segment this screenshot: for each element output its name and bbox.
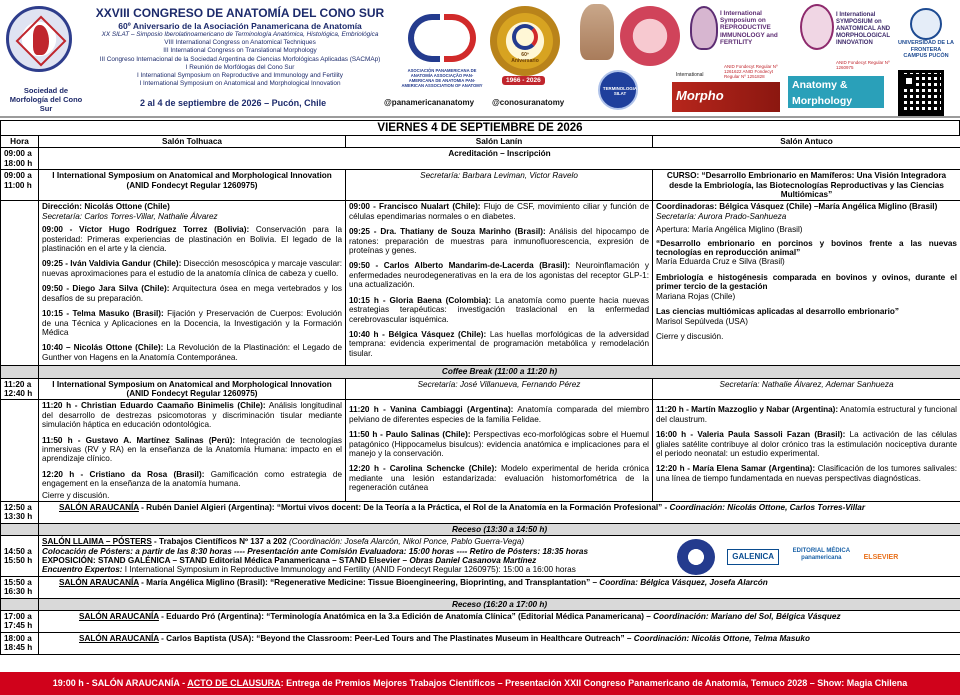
table-row xyxy=(1,576,960,598)
ufro-logo xyxy=(896,8,956,68)
table-row xyxy=(1,201,960,366)
plenary-session: SALÓN ARAUCANÍA - Rubén Daniel Algieri (Argentina): “Mortui vivos docent: De la Teoría a la Práctica, el Rol de la Anatomía en la Formación Profesional” - Coordinación: Nicolás Ottone, Carlos Torres-Villar xyxy=(39,502,960,524)
header-row xyxy=(1,136,960,148)
table-row xyxy=(1,502,960,524)
fertility-icon xyxy=(690,6,718,50)
talk: 10:40 – Nicolás Ottone (Chile): La Revolución de la Plastinación: el Legado de Gunther von Hagens en la Anatomía Contemporánea. xyxy=(42,343,342,362)
secretaria-lanin: Secretaría: José Villanueva, Fernando Pérez xyxy=(346,378,653,400)
tolhuaca-session xyxy=(39,400,346,502)
anat-morph-line: Morphology xyxy=(792,95,853,107)
coordinators: Coordinadoras: Bélgica Vásquez (Chile) –María Angélica Miglino (Brasil) xyxy=(656,202,938,212)
anatomy-figure-icon xyxy=(580,4,614,64)
program-table xyxy=(0,120,960,655)
talk: 11:50 h - Gustavo A. Martínez Salinas (Perú): Integración de tecnologías inmersivas (RV y RA) en la enseñanza de la Anatomía Humana: impacto en el aprendizaje clínico. xyxy=(42,435,342,464)
talk: 12:20 h - Carolina Schencke (Chile): Modelo experimental de herida crónica mediante una lesión estandarizada: evaluación histomorfométrica de la regeneración cutánea xyxy=(349,464,649,493)
apa-logo xyxy=(398,8,486,96)
time-slot: 18:00 a 18:45 h xyxy=(1,632,39,654)
talk: 11:20 h - Vanina Cambiaggi (Argentina): Anatomía comparada del miembro pelviano de diferentes especies de la familia Felidae. xyxy=(349,405,649,424)
antuco-session xyxy=(653,400,960,502)
coordination: Coordina: Bélgica Vásquez, Josefa Alarcón xyxy=(599,577,768,587)
sponsor-logos xyxy=(677,539,952,579)
anatomy-morphology-journal-logo xyxy=(788,76,884,108)
room-name: SALÓN LLAIMA – PÓSTERS xyxy=(42,537,152,547)
talk: 09:00 - Francisco Nualart (Chile): Flujo de CSF, movimiento ciliar y función de células ependimarias normales o en diabetes. xyxy=(349,202,649,221)
header-banner xyxy=(0,0,960,118)
secretaria-antuco: Secretaría: Nathalie Álvarez, Ademar Sanhueza xyxy=(653,378,960,400)
date-location: 2 al 4 de septiembre de 2026 – Pucón, Chile xyxy=(140,98,327,108)
coordination: Coordinación: Nicolás Ottone, Telma Masuko xyxy=(633,633,810,643)
room-tolhuaca: Salón Tolhuaca xyxy=(39,136,346,148)
coordination: Coordinación: Nicolás Ottone, Carlos Torres-Villar xyxy=(669,503,866,512)
recess: Receso (13:30 a 14:50 h) xyxy=(39,523,960,535)
day-title: VIERNES 4 DE SEPTIEMBRE DE 2026 xyxy=(0,120,960,135)
plenary-session: SALÓN ARAUCANÍA - Eduardo Pró (Argentina): “Terminología Anatómica en la 3.a Edición de Anatomía Clínica” (Editorial Médica Panamericana) – Coordinación: Mariano del Sol, Bélgica Vásquez xyxy=(39,611,960,633)
time-slot: 15:50 a 16:30 h xyxy=(1,576,39,598)
table-row xyxy=(1,536,960,577)
table-row xyxy=(1,400,960,502)
talk: 11:20 h - Martín Mazzoglio y Nabar (Argentina): Anatomía estructural y funcional del claustrum. xyxy=(656,405,957,424)
course-item: Las ciencias multiómicas aplicadas al desarrollo embrionario” Marisol Sepúlveda (USA) xyxy=(656,307,899,326)
talk: 11:50 h - Paulo Salinas (Chile): Perspectivas eco-morfológicas sobre el Huemul patagónico (Hippocamelus bisulcus): evidencia anatómica e implicaciones para el manejo y la conservación. xyxy=(349,430,649,458)
footer-detail: : Entrega de Premios Mejores Trabajos Científicos – Presentación XXII Congreso Panamericano de Anatomía, Temuco 2028 – Show: Magia Chilena xyxy=(280,678,908,688)
tolhuaca-session xyxy=(39,201,346,366)
elsevier-logo: ELSEVIER xyxy=(863,554,899,562)
plenary-session: SALÓN ARAUCANÍA - María Angélica Miglino (Brasil): “Regenerative Medicine: Tissue Bioengineering, Bioprinting, and Transplantation” – Coordina: Bélgica Vásquez, Josefa Alarcón xyxy=(39,576,960,598)
talk: 12:20 h - María Elena Samar (Argentina): Clasificación de los tumores salivales: una línea de tiempo fundamentada en nuevas perspectivas diagnósticas. xyxy=(656,464,958,483)
congress-titles xyxy=(90,6,390,88)
table-row xyxy=(1,378,960,400)
poster-schedule: Colocación de Pósters: a partir de las 8:30 horas ---- Presentación ante Comisión Evaluadora: 15:00 horas ---- Retiro de Pósters: 18:35 horas xyxy=(42,546,588,556)
coffee-break: Coffee Break (11:00 a 11:20 h) xyxy=(39,366,960,378)
anat-morph-line: Anatomy & xyxy=(792,79,848,91)
room-name: SALÓN ARAUCANÍA xyxy=(59,577,139,587)
table-row xyxy=(1,523,960,535)
morpho-pre: International xyxy=(676,72,704,78)
talk: 11:20 h - Christian Eduardo Caamaño Binimelis (Chile): Análisis longitudinal del desarrollo de destrezas psicomotoras y discriminación tisular mediante simulación háptica en educación odontológica. xyxy=(42,401,342,430)
fertility-title: I International Symposium on REPRODUCTIVE IMMUNOLOGY and FERTILITY xyxy=(720,10,778,46)
anniversary-text: 60º Aniversario xyxy=(511,52,539,64)
table-row xyxy=(1,611,960,633)
seal-icon xyxy=(6,6,72,72)
coordination: (Coordinación: Josefa Alarcón, Nikol Ponce, Pablo Guerra-Vega) xyxy=(289,537,525,547)
silat-logo xyxy=(598,70,638,110)
poster-session: SALÓN LLAIMA – PÓSTERS - Trabajos Científicos Nº 137 a 202 (Coordinación: Josefa Alarcón, Nikol Ponce, Pablo Guerra-Vega) Colocación de Pósters: a partir de las 8:30 horas ---- Presentación ante Comisión Evaluadora: 15:00 horas ---- Retiro de Pósters: 18:35 horas EXPOSICIÓN: STAND GALÉNICA – STAND Editorial Médica Panamericana – STAND Elsevier – Obras Daniel Casanova Martínez Encuentro Expertos: I International Symposium in Reproductive Immunology and Fertility (ANID Fondecyt Regular 1260975): 15:00 a 16:00 horas GALENICA EDITORIAL MÉDICA panamericana ELSEVIER xyxy=(39,536,960,577)
qr-code-icon[interactable] xyxy=(898,70,944,116)
congress-line: I International Symposium on Anatomical and Morphological Innovation xyxy=(139,80,341,88)
anniversary-seal-icon xyxy=(490,6,560,76)
apa-caption: ASOCIACIÓN PANAMERICANA DE ANATOMÍA ASSOCIAÇÃO PAN-AMERICANA DE ANATOMIA PAN-AMERICAN ASSOCIATION OF ANATOMY xyxy=(401,68,483,88)
ufro-name: UNIVERSIDAD DE LA FRONTERA xyxy=(898,40,954,53)
time-slot: 17:00 a 17:45 h xyxy=(1,611,39,633)
talk: 09:50 - Carlos Alberto Mandarim-de-Lacerda (Brasil): Neuroinflamación y enfermedades neurodegenerativas en la era de los agonistas del receptor GLP-1: una actualización. xyxy=(349,261,649,290)
talk: 09:25 - Iván Valdivia Gandur (Chile): Disección mesoscópica y marcaje vascular: nuevas aproximaciones para el estudio de la anatomía clínica de cabeza y cuello. xyxy=(42,259,343,278)
footer-time: 19:00 h - SALÓN ARAUCANÍA - xyxy=(52,678,188,688)
lanin-session xyxy=(346,201,653,366)
table-row xyxy=(1,148,960,170)
congress-line: I International Symposium on Reproductive and Immunology and Fertility xyxy=(136,72,344,80)
congress-line: III Congreso Internacional de la Sociedad Argentina de Ciencias Morfológicas Aplicadas (SACMAp) xyxy=(99,55,381,63)
closing-ceremony-banner xyxy=(0,672,960,695)
handle-apa[interactable]: @panamericananatomy xyxy=(384,98,475,107)
course-item: “Desarrollo embrionario en porcinos y bovinos frente a las nuevas tecnologías en reproducción animal” María Eduarda Cruz e Silva (Brasil) xyxy=(656,238,957,267)
ufro-campus: CAMPUS PUCÓN xyxy=(903,53,949,59)
xxii-congress-icon xyxy=(677,539,715,575)
table-row xyxy=(1,598,960,610)
congress-line: III International Congress on Translational Morphology xyxy=(163,47,317,55)
table-row xyxy=(1,170,960,201)
sociedad-morfologia-logo xyxy=(6,6,83,113)
room-name: SALÓN ARAUCANÍA xyxy=(79,633,159,643)
talk: 10:15 h - Gloria Baena (Colombia): La anatomía como puente hacia nuevas estrategias terapéuticas: investigación traslacional en la enfermedad cerebrovascular isquémica. xyxy=(349,295,649,324)
experts-text: I International Symposium in Reproductive Immunology and Fertility (ANID Fondecyt Regular 1260975): 15:00 a 16:00 horas xyxy=(122,565,576,575)
congress-subtitle: 60º Aniversario de la Asociación Panamericana de Anatomía xyxy=(118,21,362,31)
antuco-session xyxy=(653,201,960,366)
talk: 10:40 h - Bélgica Vásquez (Chile): Las huellas morfológicas de la adversidad temprana: evidencia experimental de programación metabólica y remodelación tisular. xyxy=(349,329,649,358)
plenary-session: SALÓN ARAUCANÍA - Carlos Baptista (USA): “Beyond the Classroom: Peer-Led Tours and The Plastinates Museum in Healthcare Outreach” – Coordinación: Nicolás Ottone, Telma Masuko xyxy=(39,632,960,654)
room-name: SALÓN ARAUCANÍA xyxy=(79,612,159,622)
coordination: Coordinación: Mariano del Sol, Bélgica Vásquez xyxy=(653,612,841,622)
exhibition: EXPOSICIÓN: STAND GALÉNICA – STAND Editorial Médica Panamericana – STAND Elsevier – xyxy=(42,556,410,566)
opening: Apertura: María Angélica Miglino (Brasil) xyxy=(656,225,803,235)
congress-line: VIII International Congress on Anatomical Techniques xyxy=(164,39,316,47)
footer-event: ACTO DE CLAUSURA xyxy=(187,678,281,688)
schedule-grid xyxy=(0,135,960,655)
innovation-anid: ANID Fondecyt Regular Nº 1260975 xyxy=(836,60,890,70)
secretaria-lanin: Secretaría: Barbara Leviman, Victor Ravelo xyxy=(346,170,653,201)
panamericana-logo: EDITORIAL MÉDICA panamericana xyxy=(792,548,851,562)
closing: Cierre y discusión. xyxy=(656,331,724,341)
fertility-anid: ANID Fondecyt Regular Nº 1261622 ANID Fondecyt Regular Nº 1251828 xyxy=(724,64,778,80)
ufro-seal-icon xyxy=(910,8,942,40)
anniversary-years: 1966 - 2026 xyxy=(502,76,545,85)
secretaria: Secretaría: Aurora Prado-Sanhueza xyxy=(656,211,787,221)
fertility-symposium-logo xyxy=(690,6,780,80)
symposium-title: I International Symposium on Anatomical and Morphological Innovation (ANID Fondecyt Regular 1260975) xyxy=(39,378,346,400)
secretaria: Secretaría: Carlos Torres-Villar, Nathalie Álvarez xyxy=(42,211,218,221)
time-slot: 11:20 a 12:40 h xyxy=(1,378,39,400)
congress-line: I Reunión de Morfólogas del Cono Sur xyxy=(185,63,295,71)
apa-mark-icon xyxy=(398,8,486,68)
innovation-symposium-logo xyxy=(800,4,896,74)
morfologas-logo xyxy=(620,6,680,66)
accreditation: Acreditación – Inscripción xyxy=(39,148,960,170)
time-slot: 12:50 a 13:30 h xyxy=(1,502,39,524)
course-item: Embriología e histogénesis comparada en bovinos y ovinos, durante el primer tercio de la gestación Mariana Rojas (Chile) xyxy=(656,272,957,301)
time-slot: 14:50 a 15:50 h xyxy=(1,536,39,577)
recess: Receso (16:20 a 17:00 h) xyxy=(39,598,960,610)
handle-cono[interactable]: @conosuranatomy xyxy=(492,98,565,107)
morpho-text: Morpho xyxy=(676,88,724,103)
course-title: CURSO: “Desarrollo Embrionario en Mamíferos: Una Visión Integradora desde la Embriología, las Biotecnologías Reproductivas y las Ciencias Multiómicas” xyxy=(653,170,960,201)
room-antuco: Salón Antuco xyxy=(653,136,960,148)
logo-caption: Sociedad de Morfología del Cono Sur xyxy=(9,86,83,113)
talk: 12:20 h - Cristiano da Rosa (Brasil): Gamificación como estrategia de engagement en la enseñanza de la anatomía humana. xyxy=(42,469,342,489)
direction: Dirección: Nicolás Ottone (Chile) xyxy=(42,202,170,212)
room-lanin: Salón Lanín xyxy=(346,136,653,148)
time-slot: 09:00 a 18:00 h xyxy=(1,148,39,170)
innovation-title: I International SYMPOSIUM on ANATOMICAL AND MORPHOLOGICAL INNOVATION xyxy=(836,12,891,46)
table-row xyxy=(1,366,960,378)
exhibition-works: Obras Daniel Casanova Martínez xyxy=(409,556,537,566)
anniversary-logo xyxy=(490,6,560,92)
table-row xyxy=(1,632,960,654)
col-hora: Hora xyxy=(1,136,39,148)
experts-label: Encuentro Expertos: xyxy=(42,565,123,575)
innovation-icon xyxy=(800,4,834,50)
congress-title: XXVIII CONGRESO DE ANATOMÍA DEL CONO SUR xyxy=(95,6,385,20)
talk: 16:00 h - Valeria Paula Sassoli Fazan (Brasil): La activación de las células gliales satélite contribuye al dolor crónico tras la estimulación nociceptiva durante el periodo neonatal: un estudio experimental. xyxy=(656,430,957,458)
talk: 09:50 - Diego Jara Silva (Chile): Arquitectura ósea en mega vertebrados y los desafíos de su preparación. xyxy=(42,284,342,303)
silat-text: TERMINOLOGIA SILAT xyxy=(602,86,638,96)
lanin-session xyxy=(346,400,653,502)
talk: 09:25 - Dra. Thatiany de Souza Marinho (Brasil): Análisis del hipocampo de ratones: preparación de muestras para inmunofluorescencia, expresión de proteínas y genes. xyxy=(349,227,650,256)
room-name: SALÓN ARAUCANÍA xyxy=(59,503,139,512)
talk: 09:00 - Víctor Hugo Rodríguez Torrez (Bolivia): Conservación para la posteridad: Primeras experiencias de plastinación en Bolivia. El legado de la plastinación en el arte y la ciencia. xyxy=(42,225,342,254)
galenica-logo: GALENICA xyxy=(727,549,779,564)
talk: 10:15 - Telma Masuko (Brasil): Fijación y Preservación de Cuerpos: Evolución de una Técnica y Aplicaciones en la Docencia, la Investigación y la Formación Médica xyxy=(42,309,342,337)
congress-line: XX SILAT – Simposio Iberolatinoamericano de Terminología Anatómica, Histológica, Embriológica xyxy=(101,31,379,38)
symposium-title: I International Symposium on Anatomical and Morphological Innovation (ANID Fondecyt Regular 1260975) xyxy=(39,170,346,201)
closing: Cierre y discusión. xyxy=(42,490,110,500)
time-slot: 09:00 a 11:00 h xyxy=(1,170,39,201)
